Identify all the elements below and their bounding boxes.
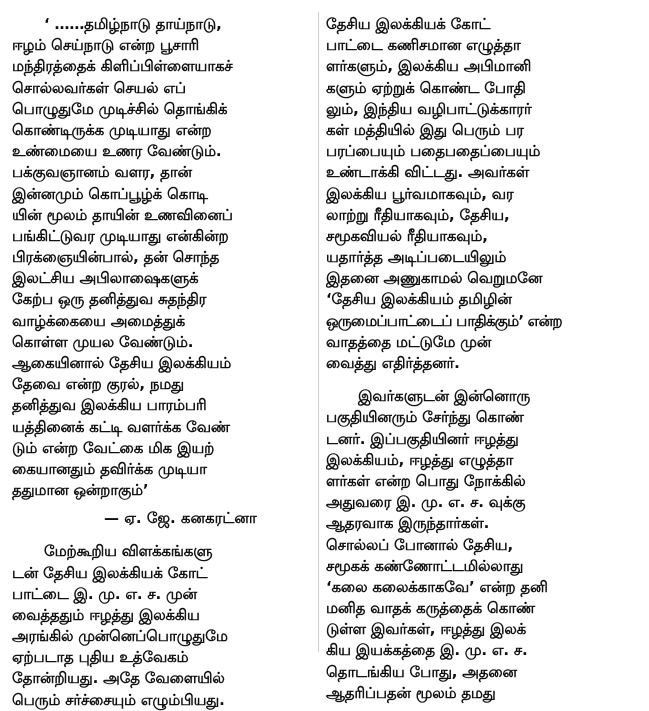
paragraph-line: டனர். இப்பகுதியினர் ஈழத்து xyxy=(326,429,519,448)
paragraph-line: வைத்ததும் ஈழத்து இலக்கிய xyxy=(12,605,200,624)
right-column xyxy=(326,14,640,704)
paragraph-line: கிய இயக்கத்தை இ. மு. எ. ச. xyxy=(326,641,528,660)
quote-line: இன்னமும் கொப்பூழ்க் கொடி xyxy=(12,184,208,203)
paragraph-line: இலக்கிய பூர்வமாகவும், வர xyxy=(326,184,514,203)
quote-line: பொழுதுமே முடிச்சில் தொங்கிக் xyxy=(12,99,228,118)
paragraph-line: யதார்த்த அடிப்படையிலும் xyxy=(326,248,507,267)
paragraph-line: இவர்களுடன் இன்னொரு xyxy=(358,387,531,406)
paragraph-line: உண்டாக்கி விட்டது. அவர்கள் xyxy=(326,163,530,182)
paragraph-line: மேற்கூறிய விளக்கங்களு xyxy=(44,542,213,561)
paragraph-line: பகுதியினரும் சேர்ந்து கொண் xyxy=(326,408,524,427)
paragraph-line: டுள்ள இவர்கள், ஈழத்து இலக் xyxy=(326,620,526,639)
quote-line: இலட்சிய அபிலாஷைகளுக் xyxy=(12,269,199,288)
quote-line: தேவை என்ற குரல், நமது xyxy=(12,375,184,394)
paragraph-line: இலக்கியம், ஈழத்து எழுத்தா xyxy=(326,450,514,469)
quote-line: கையானதும் தவிர்க்க முடியா xyxy=(12,459,207,478)
spacer xyxy=(12,529,316,541)
paragraph-block xyxy=(326,14,640,374)
quote-line: ஈழம் செய்நாடு என்ற பூசாரி xyxy=(12,36,199,55)
paragraph-line: கள் மத்தியில் இது பெரும் பர xyxy=(326,120,524,139)
left-column xyxy=(12,14,316,711)
quote-line: யின் மூலம் தாயின் உணவினைப் xyxy=(12,205,233,224)
paragraph-line: மனித வாதக் கருத்தைக் கொண் xyxy=(326,599,535,618)
paragraph-line: தேசிய இலக்கியக் கோட் xyxy=(326,15,491,33)
quote-line: ததுமான ஒன்றாகும்’ xyxy=(12,481,149,500)
column-divider xyxy=(318,12,319,652)
paragraph-line: களும் ஏற்றுக் கொண்ட போதி xyxy=(326,78,526,97)
paragraph-line: அதுவரை இ. மு. எ. ச. வுக்கு xyxy=(326,493,526,512)
quote-line: டும் என்ற வேட்கை மிக இயற் xyxy=(12,438,215,457)
paragraph-line: பெரும் சர்ச்சையும் எழும்பியது. xyxy=(12,690,225,709)
quote-line: ‘ ……தமிழ்நாடு தாய்நாடு, xyxy=(44,15,222,33)
paragraph-line: சமூகக் கண்ணோட்டமில்லாது xyxy=(326,556,524,575)
quote-line: வாழ்க்கையை அமைத்துக் xyxy=(12,311,186,330)
paragraph-line: ளர்களும், இலக்கிய அபிமானி xyxy=(326,57,532,76)
paragraph-line: அரங்கில் முன்னெப்பொழுதுமே xyxy=(12,627,228,646)
paragraph-line: பாட்டை கணிசமான எழுத்தா xyxy=(326,36,521,55)
quote-attribution: — ஏ. ஜே. கனகரட்னா xyxy=(104,509,257,528)
paragraph-line: ‘கலை கலைக்காகவே’ என்ற தனி xyxy=(326,577,548,596)
quote-line: கொண்டிருக்க முடியாது என்ற xyxy=(12,120,212,139)
paragraph-line: டன் தேசிய இலக்கியக் கோட் xyxy=(12,563,208,582)
quote-line: பக்குவஞானம் வளர, தான் xyxy=(12,163,192,182)
paragraph-line: ளர்கள் என்ற பொது நோக்கில் xyxy=(326,471,526,490)
paragraph-line: ‘தேசிய இலக்கியம் தமிழின் xyxy=(326,290,512,309)
quote-line: உண்மையை உணர வேண்டும். xyxy=(12,142,222,161)
paragraph-line: ஏற்படாத புதிய உத்வேகம் xyxy=(12,648,189,667)
quote-line: ஆகையினால் தேசிய இலக்கியம் xyxy=(12,354,232,372)
quote-block xyxy=(12,14,316,501)
paragraph-line: வைத்து எதிர்த்தனர். xyxy=(326,354,460,372)
quote-line: பங்கிட்டுவர முடியாது என்கின்ற xyxy=(12,226,229,245)
paragraph-line: லும், இந்திய வழிபாட்டுக்காரர் xyxy=(326,99,532,118)
paragraph-line: ஆதரவாக இருந்தார்கள். xyxy=(326,514,490,533)
paragraph-line: சமூகவியல் ரீதியாகவும், xyxy=(326,226,488,245)
paragraph-line: தொடங்கிய போது, அதனை xyxy=(326,662,517,681)
paragraph-line: பரப்பையும் பதைபதைப்பையும் xyxy=(326,142,541,161)
spacer xyxy=(326,374,640,386)
paragraph-block xyxy=(12,541,316,711)
paragraph-line: வாதத்தை மட்டுமே முன் xyxy=(326,332,492,351)
paragraph-block xyxy=(326,386,640,704)
paragraph-line: இதனை அணுகாமல் வெறுமனே xyxy=(326,269,543,288)
quote-line: யத்தினைக் கட்டி வளர்க்க வேண் xyxy=(12,417,230,436)
paragraph-line: ஒருமைப்பாட்டைப் பாதிக்கும்’ என்ற xyxy=(326,311,562,330)
quote-line: மந்திரத்தைக் கிளிப்பிள்ளையாகச் xyxy=(12,57,233,76)
paragraph-line: லாற்று ரீதியாகவும், தேசிய, xyxy=(326,205,510,224)
quote-line: கொள்ள முயல வேண்டும். xyxy=(12,332,194,351)
paragraph-line: ஆதரிப்பதன் மூலம் தமது xyxy=(326,683,496,702)
quote-line: தனித்துவ இலக்கிய பாரம்பரி xyxy=(12,396,207,415)
quote-line: சொல்லவர்கள் செயல் எப் xyxy=(12,78,186,97)
quote-line: கேற்ப ஒரு தனித்துவ சுதந்திர xyxy=(12,290,207,309)
paragraph-line: தோன்றியது. அதே வேளையில் xyxy=(12,669,225,688)
quote-line: பிரக்ஞையின்பால், தன் சொந்த xyxy=(12,248,220,267)
paragraph-line: பாட்டை இ. மு. எ. ச. முன் xyxy=(12,584,197,603)
paragraph-line: சொல்லப் போனால் தேசிய, xyxy=(326,535,513,554)
